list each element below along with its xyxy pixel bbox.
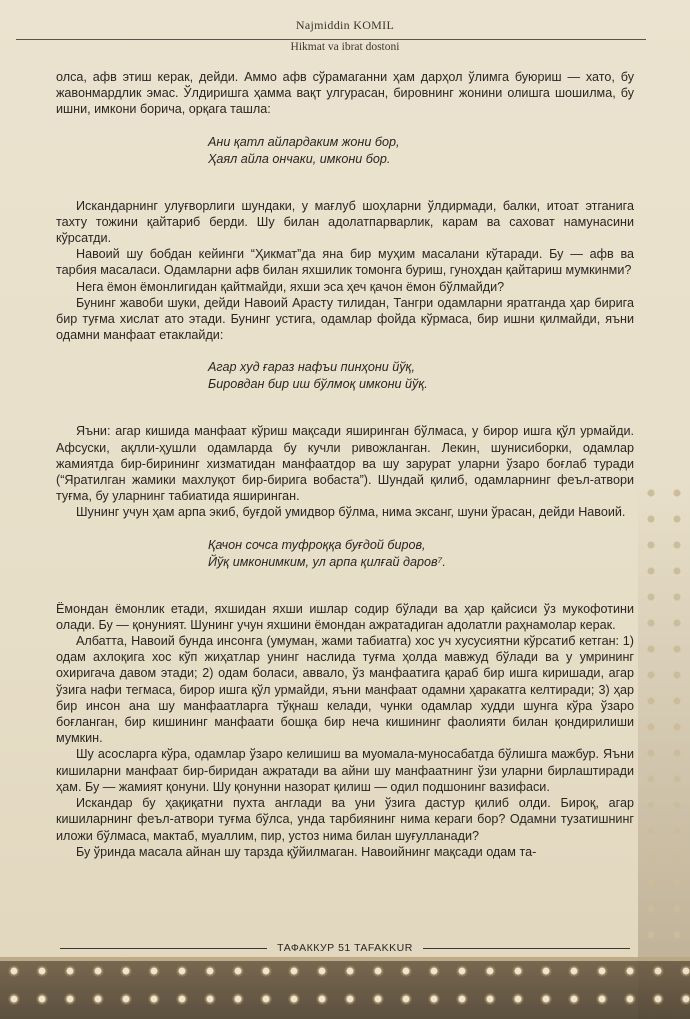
header-author: Najmiddin KOMIL [295,18,395,32]
paragraph: Нега ёмон ёмонлигидан қайтмайди, яхши эса ҳеч қачон ёмон бўлмайди? [76,279,505,294]
paragraph: Искандар бу ҳақиқатни пухта англади ва уни ўзига дастур қилиб олди. Бироқ, агар кишиларнинг феъл-атвори туғма бўлса, унда тарбиянинг нима кераги бор? Одамни тузатишнинг иложи бўлмаса, мактаб, муаллим, пир, устоз нима билан шуғулланади? [56,796,634,843]
paragraph: Навоий шу бобдан кейинги “Ҳикмат”да яна бир муҳим масалани кўтаради. Бу — афв ва тарбия масаласи. Одамларни афв билан яхшилик томонга буриш, гуноҳдан қайтариш мумкинми? [56,247,634,278]
footer-rule-left [60,948,267,949]
verse-quote [208,537,634,571]
verse-line: Ҳаял айла ончаки, имкони бор. [208,151,391,166]
paragraph: Яъни: агар кишида манфаат кўриш мақсади яширинган бўлмаса, у бирор ишга қўл урмайди. Афсуски, ақлли-ҳушли одамларда бу кучли ривожланган. Лекин, шунисиборки, одамлар жамиятда бир-бирининг хизматидан манфаатдор ва шу зарурат уларни ўзаро боғлаб туради (“Яратилган жамики махлуқот бир-бирига вобаста”). Шундай қилиб, одамларнинг феъл-атвори туғма, бу уларнинг табиатида яширинган. [56,424,634,504]
article-body [56,69,634,860]
paragraph: Албатта, Навоий бунда инсонга (умуман, жами табиатга) хос уч хусусиятни кўрсатиб кетган: 1) одам ахлоқига хос кўп жиҳатлар унинг наслида туғма ҳолда мавжуд бўлади ва у умрининг охиригача давом этади; 2) одам боласи, аввало, ўз манфаатига қараб бир ишга киришади, агар ўзига нафи тегмаса, бирор ишга қўл урмайди, яъни манфаат одамни ҳаракатга келтиради; 3) ҳар бир инсон ана шу манфаатларга тўқнаш келади, чунки одамлар худди шунга кўра ўзаро боғланган, бир кишининг манфаати бошқа бир неча кишининг фаолияти билан қондирилиши мумкин. [56,634,634,746]
verse-line: Ани қатл айлардаким жони бор, [208,134,400,149]
paragraph: Шу асосларга кўра, одамлар ўзаро келишиш ва муомала-муносабатда бўлишга мажбур. Яъни кишиларни манфаат бир-биридан ажратади ва айни шу манфаатнинг ўзи уларни бирлаштиради ҳам. Бу — жамият қонуни. Шу қонунни назорат қилиш — одил подшонинг вазифаси. [56,747,634,794]
ornament-border-edge [0,957,690,961]
verse-quote [208,359,634,393]
paragraph: Шунинг учун ҳам арпа экиб, буғдой умидвор бўлма, нима эксанг, шуни ўрасан, дейди Навоий. [76,505,626,520]
verse-line: Агар худ ғараз нафъи пинҳони йўқ, [208,360,416,375]
verse-quote [208,134,634,168]
paragraph: Бу ўринда масала айнан шу тарзда қўйилмаган. Навоийнинг мақсади одам та- [76,844,537,859]
paragraph: Искандарнинг улуғворлиги шундаки, у мағлуб шоҳларни ўлдирмади, балки, итоат этганига тахту тожини қайтариб берди. Шу билан адолатпарварлик, карам ва саховат намунасини кўрсатди. [56,198,634,246]
verse-line: Йўқ имконимким, ул арпа қилғай даров⁷. [208,554,446,569]
verse-line: Қачон сочса туфроққа буғдой биров, [208,537,426,552]
running-footer [60,941,630,955]
footer-text: ТАФАККУР 51 TAFAKKUR [277,942,413,954]
header-subtitle: Hikmat va ibrat dostoni [290,41,400,53]
ornament-border-bottom [0,957,690,1019]
running-header [0,18,690,53]
paragraph: Бунинг жавоби шуки, дейди Навоий Арасту тилидан, Тангри одамларни яратганда ҳар бирига бир туғма хислат ато этади. Бунинг устига, одамлар фойда кўрмаса, бир ишни қилмайди, яъни одамни манфаат етаклайди: [56,295,634,343]
ornament-border-right [638,480,690,1019]
verse-line: Бировдан бир иш бўлмоқ имкони йўқ. [208,377,428,392]
footer-rule-right [423,948,630,949]
header-rule [16,39,646,40]
paragraph: олса, афв этиш керак, дейди. Аммо афв сўрамаганни ҳам дарҳол ўлимга буюриш — хато, бу жавонмардлик эмас. Ўлдиришга ҳамма вақт улгурасан, бировнинг жонини олишга шошилма, бу ишни, имкони борича, орқага ташла: [56,70,634,117]
paragraph: Ёмондан ёмонлик етади, яхшидан яхши ишлар содир бўлади ва ҳар қайсиси ўз мукофотини олади. Бу — қонуният. Шунинг учун яхшини ёмондан ажратадиган адолатли раҳнамолар керак. [56,601,634,632]
